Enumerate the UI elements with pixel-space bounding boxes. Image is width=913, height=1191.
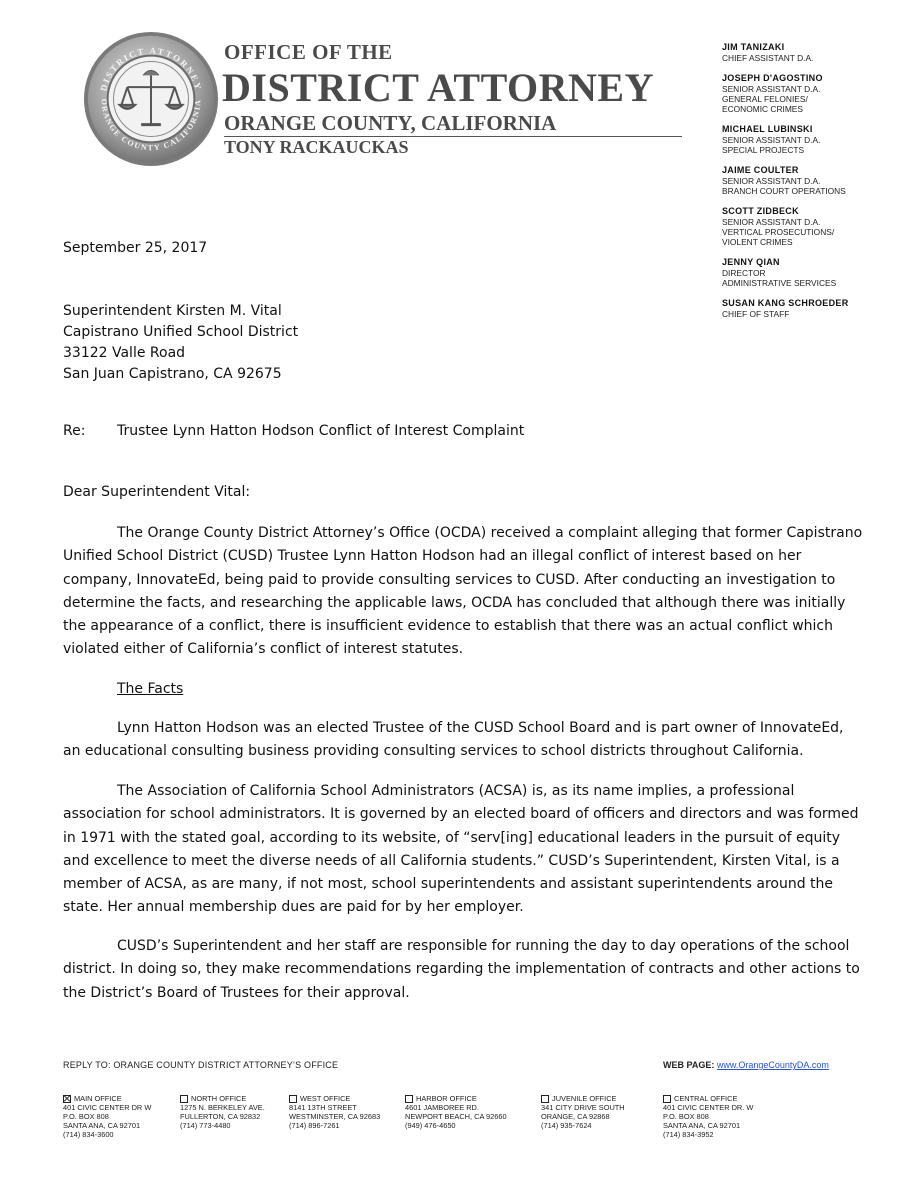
web-page-link[interactable]: www.OrangeCountyDA.com <box>716 1060 829 1070</box>
office-line: 401 CIVIC CENTER DR W <box>63 1103 152 1112</box>
office-name: CENTRAL OFFICE <box>674 1094 738 1103</box>
office-name: MAIN OFFICE <box>74 1094 122 1103</box>
checkbox-checked-icon[interactable] <box>63 1095 71 1103</box>
office-name: WEST OFFICE <box>300 1094 351 1103</box>
office-juvenile <box>541 1094 625 1130</box>
seal-bottom-text: ORANGE COUNTY CALIFORNIA <box>99 98 203 153</box>
staff-title: SENIOR ASSISTANT D.A. <box>722 84 821 94</box>
staff-entry <box>722 206 902 247</box>
staff-title: SENIOR ASSISTANT D.A. <box>722 176 821 186</box>
paragraph-facts-1: Lynn Hatton Hodson was an elected Trustee of the CUSD School Board and is part owner of InnovateEd, an educational consulting business providing consulting services to school districts throughout California. <box>63 720 844 760</box>
checkbox-icon[interactable] <box>541 1095 549 1103</box>
office-line: WESTMINSTER, CA 92683 <box>289 1112 381 1121</box>
office-line: SANTA ANA, CA 92701 <box>663 1121 741 1130</box>
reply-to-line: REPLY TO: ORANGE COUNTY DISTRICT ATTORNEY’S OFFICE <box>63 1060 339 1070</box>
staff-title: ADMINISTRATIVE SERVICES <box>722 278 837 288</box>
address-line: Capistrano Unified School District <box>63 324 299 340</box>
staff-title: BRANCH COURT OPERATIONS <box>722 186 846 196</box>
letterhead-office-of-the: OFFICE OF THE <box>224 40 393 64</box>
office-north <box>180 1094 265 1130</box>
web-page-label: WEB PAGE: <box>663 1060 715 1070</box>
staff-title: CHIEF ASSISTANT D.A. <box>722 53 814 63</box>
staff-title: CHIEF OF STAFF <box>722 309 790 319</box>
staff-name: MICHAEL LUBINSKI <box>722 124 813 134</box>
office-line: (714) 773-4480 <box>180 1121 231 1130</box>
office-name: JUVENILE OFFICE <box>552 1094 617 1103</box>
office-line: ORANGE, CA 92868 <box>541 1112 610 1121</box>
office-line: 8141 13TH STREET <box>289 1103 357 1112</box>
office-line: 401 CIVIC CENTER DR. W <box>663 1103 754 1112</box>
office-name: HARBOR OFFICE <box>416 1094 477 1103</box>
office-line: 1275 N. BERKELEY AVE. <box>180 1103 265 1112</box>
letter-date: September 25, 2017 <box>63 240 208 256</box>
web-page-line <box>663 1060 829 1070</box>
paragraph-facts-3: CUSD’s Superintendent and her staff are responsible for running the day to day operations of the school district. In doing so, they make recommendations regarding the implementation of contracts and other actions to the District’s Board of Trustees for their approval. <box>63 938 860 1001</box>
recipient-address <box>63 301 298 385</box>
staff-name: JENNY QIAN <box>722 257 780 267</box>
subject-line <box>63 423 524 439</box>
staff-title: SPECIAL PROJECTS <box>722 145 805 155</box>
staff-name: JAIME COULTER <box>722 165 799 175</box>
office-central <box>663 1094 753 1139</box>
seal-top-text: DISTRICT ATTORNEY <box>98 45 204 93</box>
address-line: San Juan Capistrano, CA 92675 <box>63 366 282 382</box>
staff-entry <box>722 42 902 63</box>
staff-title: ECONOMIC CRIMES <box>722 104 803 114</box>
office-line: FULLERTON, CA 92832 <box>180 1112 261 1121</box>
checkbox-icon[interactable] <box>180 1095 188 1103</box>
staff-name: SCOTT ZIDBECK <box>722 206 799 216</box>
salutation: Dear Superintendent Vital: <box>63 484 251 500</box>
checkbox-icon[interactable] <box>663 1095 671 1103</box>
letterhead-district-attorney: DISTRICT ATTORNEY <box>222 65 654 110</box>
office-line: SANTA ANA, CA 92701 <box>63 1121 141 1130</box>
office-line: (714) 834-3952 <box>663 1130 714 1139</box>
office-line: 341 CITY DRIVE SOUTH <box>541 1103 625 1112</box>
staff-entry <box>722 124 902 155</box>
staff-entry <box>722 298 902 319</box>
section-heading-facts: The Facts <box>117 681 184 697</box>
office-line: (949) 476-4650 <box>405 1121 456 1130</box>
office-main <box>63 1094 151 1139</box>
office-west <box>289 1094 380 1130</box>
office-line: (714) 935-7624 <box>541 1121 592 1130</box>
staff-name: JIM TANIZAKI <box>722 42 785 52</box>
office-line: P.O. BOX 808 <box>63 1112 109 1121</box>
letterhead-da-name: TONY RACKAUCKAS <box>224 137 409 157</box>
office-line: 4601 JAMBOREE RD. <box>405 1103 479 1112</box>
da-seal-logo <box>82 30 220 168</box>
office-harbor <box>405 1094 507 1130</box>
paragraph-intro: The Orange County District Attorney’s Office (OCDA) received a complaint alleging that former Capistrano Unified School District (CUSD) Trustee Lynn Hatton Hodson had an illegal conflict of interest based on her company, InnovateEd, being paid to provide consulting services to CUSD. After conducting an investigation to determine the facts, and researching the applicable laws, OCDA has concluded that although there was initially the appearance of a conflict, there is insufficient evidence to establish that there was an actual conflict which violated either of California’s conflict of interest statutes. <box>63 525 863 658</box>
subject-label: Re: <box>63 423 86 439</box>
office-line: (714) 834-3600 <box>63 1130 114 1139</box>
office-line: (714) 896-7261 <box>289 1121 340 1130</box>
staff-entry <box>722 257 902 288</box>
office-line: NEWPORT BEACH, CA 92660 <box>405 1112 507 1121</box>
staff-name: SUSAN KANG SCHROEDER <box>722 298 849 308</box>
staff-entry <box>722 165 902 196</box>
office-name: NORTH OFFICE <box>191 1094 247 1103</box>
staff-name: JOSEPH D'AGOSTINO <box>722 73 823 83</box>
address-line: Superintendent Kirsten M. Vital <box>63 303 282 319</box>
checkbox-icon[interactable] <box>289 1095 297 1103</box>
staff-title: GENERAL FELONIES/ <box>722 94 808 104</box>
staff-entry <box>722 73 902 114</box>
address-line: 33122 Valle Road <box>63 345 186 361</box>
paragraph-facts-2: The Association of California School Administrators (ACSA) is, as its name implies, a professional association for school administrators. It is governed by an elected board of officers and directors and was formed in 1971 with the stated goal, according to its website, of “serv[ing] educational leaders in the pursuit of equity and excellence to meet the diverse needs of all California students.” CUSD’s Superintendent, Kirsten Vital, is a member of ACSA, as are many, if not most, school superintendents and assistant superintendents around the state. Her annual membership dues are paid for by her employer. <box>63 783 859 916</box>
staff-directory <box>722 42 902 329</box>
staff-title: DIRECTOR <box>722 268 766 278</box>
staff-title: VIOLENT CRIMES <box>722 237 793 247</box>
staff-title: SENIOR ASSISTANT D.A. <box>722 217 821 227</box>
checkbox-icon[interactable] <box>405 1095 413 1103</box>
letterhead-county: ORANGE COUNTY, CALIFORNIA <box>224 111 557 135</box>
office-line: P.O. BOX 808 <box>663 1112 709 1121</box>
staff-title: SENIOR ASSISTANT D.A. <box>722 135 821 145</box>
staff-title: VERTICAL PROSECUTIONS/ <box>722 227 835 237</box>
subject-text: Trustee Lynn Hatton Hodson Conflict of Interest Complaint <box>117 423 525 439</box>
